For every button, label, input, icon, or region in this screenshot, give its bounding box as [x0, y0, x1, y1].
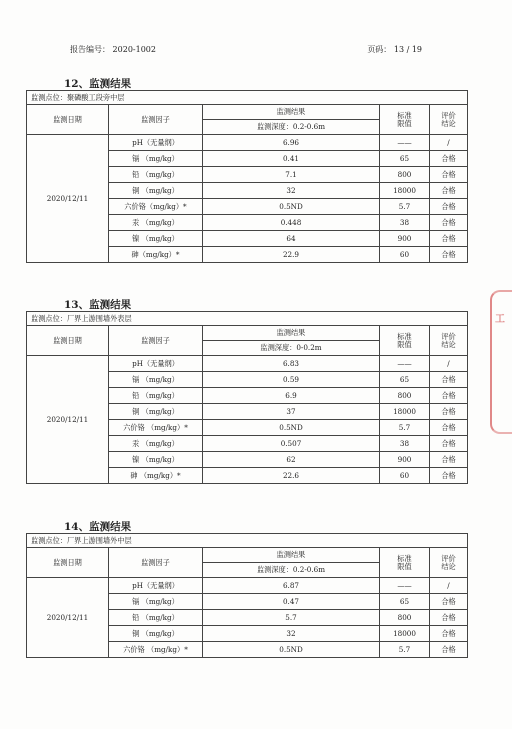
header-date: 监测日期 [27, 326, 109, 356]
result-cell: 6.87 [203, 578, 380, 594]
eval-cell: 合格 [430, 468, 468, 484]
header-factor: 监测因子 [109, 548, 203, 578]
header-result: 监测结果 [203, 326, 380, 341]
eval-cell: 合格 [430, 183, 468, 199]
factor-cell: 铅 （mg/kg） [109, 610, 203, 626]
result-cell: 6.83 [203, 356, 380, 372]
limit-cell: 800 [380, 388, 430, 404]
factor-cell: 铅 （mg/kg） [109, 388, 203, 404]
results-table-12 [26, 90, 468, 263]
header-limit: 标准 限值 [380, 326, 430, 356]
page-number-label: 页码： [367, 45, 392, 54]
eval-cell: / [430, 135, 468, 151]
result-cell: 6.96 [203, 135, 380, 151]
factor-cell: 汞 （mg/kg） [109, 215, 203, 231]
table-row [27, 578, 468, 594]
header-limit: 标准 限值 [380, 548, 430, 578]
limit-cell: 65 [380, 594, 430, 610]
result-cell: 7.1 [203, 167, 380, 183]
factor-cell: 镉 （mg/kg） [109, 594, 203, 610]
limit-cell: 38 [380, 215, 430, 231]
result-cell: 22.6 [203, 468, 380, 484]
result-cell: 0.59 [203, 372, 380, 388]
date-cell: 2020/12/11 [27, 135, 109, 263]
date-cell: 2020/12/11 [27, 356, 109, 484]
eval-cell: 合格 [430, 167, 468, 183]
result-cell: 0.47 [203, 594, 380, 610]
factor-cell: 铜 （mg/kg） [109, 183, 203, 199]
eval-cell: 合格 [430, 388, 468, 404]
header-result: 监测结果 [203, 105, 380, 120]
result-cell: 32 [203, 626, 380, 642]
result-cell: 6.9 [203, 388, 380, 404]
result-cell: 0.5ND [203, 199, 380, 215]
date-cell: 2020/12/11 [27, 578, 109, 658]
limit-cell: 800 [380, 167, 430, 183]
eval-cell: 合格 [430, 151, 468, 167]
factor-cell: 六价铬（mg/kg）* [109, 199, 203, 215]
page-number [367, 44, 422, 55]
result-cell: 0.5ND [203, 642, 380, 658]
factor-cell: pH（无量纲） [109, 578, 203, 594]
location-cell: 监测点位：厂界上游围墙外中层 [27, 534, 468, 548]
result-cell: 22.9 [203, 247, 380, 263]
page-number-value: 13 / 19 [393, 45, 422, 54]
result-cell: 37 [203, 404, 380, 420]
eval-cell: 合格 [430, 420, 468, 436]
eval-cell: 合格 [430, 642, 468, 658]
factor-cell: 镍 （mg/kg） [109, 231, 203, 247]
factor-cell: pH（无量纲） [109, 135, 203, 151]
eval-cell: 合格 [430, 404, 468, 420]
eval-cell: 合格 [430, 594, 468, 610]
header-factor: 监测因子 [109, 105, 203, 135]
table-row [27, 135, 468, 151]
header-evaluation: 评价 结论 [430, 105, 468, 135]
header-factor: 监测因子 [109, 326, 203, 356]
limit-cell: 60 [380, 468, 430, 484]
limit-cell: 900 [380, 452, 430, 468]
eval-cell: 合格 [430, 199, 468, 215]
header-result: 监测结果 [203, 548, 380, 563]
factor-cell: 砷（mg/kg）* [109, 247, 203, 263]
results-table-13 [26, 311, 468, 484]
factor-cell: 铅 （mg/kg） [109, 167, 203, 183]
limit-cell: 65 [380, 372, 430, 388]
report-number-label: 报告编号： [70, 45, 110, 54]
factor-cell: 六价铬 （mg/kg）* [109, 642, 203, 658]
section-title-14: 14、监测结果 [64, 521, 132, 533]
result-cell: 32 [203, 183, 380, 199]
eval-cell: 合格 [430, 626, 468, 642]
limit-cell: 5.7 [380, 420, 430, 436]
factor-cell: 砷 （mg/kg）* [109, 468, 203, 484]
eval-cell: 合格 [430, 231, 468, 247]
factor-cell: 六价铬 （mg/kg）* [109, 420, 203, 436]
page-header [70, 44, 422, 58]
eval-cell: / [430, 356, 468, 372]
results-table-14 [26, 533, 468, 658]
section-title-13: 13、监测结果 [64, 299, 132, 311]
limit-cell: —— [380, 356, 430, 372]
factor-cell: 镍 （mg/kg） [109, 452, 203, 468]
header-depth: 监测深度：0.2-0.6m [203, 120, 380, 135]
section-title-12: 12、监测结果 [64, 78, 132, 90]
limit-cell: 5.7 [380, 642, 430, 658]
location-cell: 监测点位：聚磷酸工段旁中层 [27, 91, 468, 105]
limit-cell: —— [380, 578, 430, 594]
seal-stamp [490, 290, 512, 434]
factor-cell: 镉 （mg/kg） [109, 151, 203, 167]
eval-cell: 合格 [430, 372, 468, 388]
limit-cell: 18000 [380, 626, 430, 642]
limit-cell: 18000 [380, 183, 430, 199]
result-cell: 64 [203, 231, 380, 247]
eval-cell: / [430, 578, 468, 594]
header-date: 监测日期 [27, 105, 109, 135]
header-depth: 监测深度：0-0.2m [203, 341, 380, 356]
limit-cell: 38 [380, 436, 430, 452]
eval-cell: 合格 [430, 247, 468, 263]
report-number-value: 2020-1002 [112, 45, 156, 54]
header-evaluation: 评价 结论 [430, 548, 468, 578]
result-cell: 5.7 [203, 610, 380, 626]
table-row [27, 356, 468, 372]
result-cell: 62 [203, 452, 380, 468]
limit-cell: 18000 [380, 404, 430, 420]
eval-cell: 合格 [430, 436, 468, 452]
result-cell: 0.507 [203, 436, 380, 452]
factor-cell: 汞 （mg/kg） [109, 436, 203, 452]
limit-cell: 900 [380, 231, 430, 247]
location-cell: 监测点位：厂界上游围墙外表层 [27, 312, 468, 326]
result-cell: 0.41 [203, 151, 380, 167]
limit-cell: 60 [380, 247, 430, 263]
seal-stamp-text: 工 [495, 314, 505, 325]
factor-cell: pH（无量纲） [109, 356, 203, 372]
header-depth: 监测深度：0.2-0.6m [203, 563, 380, 578]
result-cell: 0.448 [203, 215, 380, 231]
header-date: 监测日期 [27, 548, 109, 578]
limit-cell: 65 [380, 151, 430, 167]
result-cell: 0.5ND [203, 420, 380, 436]
limit-cell: 800 [380, 610, 430, 626]
limit-cell: 5.7 [380, 199, 430, 215]
limit-cell: —— [380, 135, 430, 151]
factor-cell: 镉 （mg/kg） [109, 372, 203, 388]
eval-cell: 合格 [430, 452, 468, 468]
header-evaluation: 评价 结论 [430, 326, 468, 356]
factor-cell: 铜 （mg/kg） [109, 404, 203, 420]
header-limit: 标准 限值 [380, 105, 430, 135]
eval-cell: 合格 [430, 610, 468, 626]
report-number [70, 44, 156, 55]
eval-cell: 合格 [430, 215, 468, 231]
factor-cell: 铜 （mg/kg） [109, 626, 203, 642]
